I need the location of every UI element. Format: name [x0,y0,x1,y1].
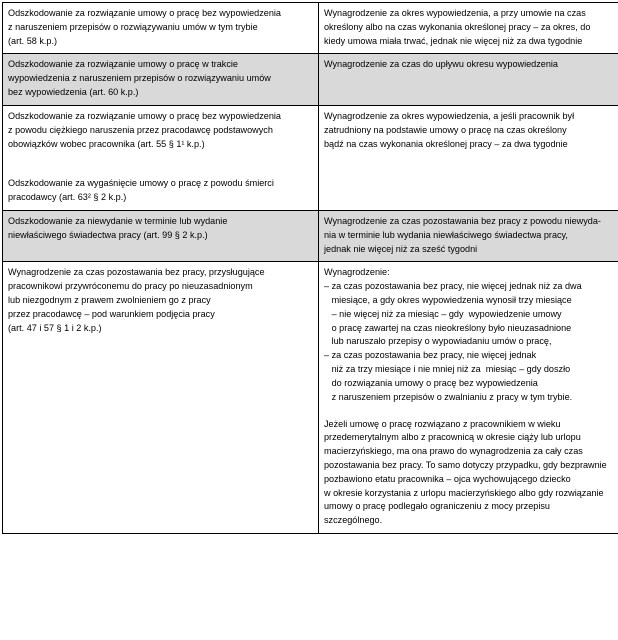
table-cell-right [319,262,618,534]
table-cell-left [3,54,319,105]
table-cell-left [3,105,319,210]
table-cell-left [3,262,319,534]
cell-line: lub niezgodnym z prawem zwolnieniem go z pracy [8,295,211,305]
cell-line: Odszkodowanie za rozwiązanie umowy o pracę bez wypowiedzenia [8,110,281,121]
table-cell-right [319,210,618,261]
cell-line: – nie więcej niż za miesiąc – gdy wypowiedzenie umowy [324,308,562,319]
cell-line: wypowiedzenia z naruszeniem przepisów o rozwiązywaniu umów [8,73,271,84]
cell-spacer [324,405,618,418]
cell-line: lub naruszało przepisy o wypowiadaniu umów o pracę, [324,336,552,347]
cell-line: bez wypowiedzenia (art. 60 k.p.) [8,87,139,98]
cell-line: niż za trzy miesiące i nie mniej niż za miesiąc – gdy doszło [324,364,571,375]
table-body [3,3,618,534]
cell-line: obowiązków wobec pracownika (art. 55 § 1¹ k.p.) [8,138,205,149]
cell-line: jednak nie więcej niż za sześć tygodni [324,243,478,254]
table-row [3,262,618,534]
compensation-table [2,2,618,534]
cell-line: przez pracodawcę – pod warunkiem podjęcia pracy [8,308,215,319]
cell-line: Wynagrodzenie za okres wypowiedzenia, a przy umowie na czas [324,8,586,18]
cell-line: pracodawcy (art. 63² § 2 k.p.) [8,192,127,203]
table-row [3,3,618,54]
cell-line: Odszkodowanie za rozwiązanie umowy o pracę w trakcie [8,59,238,70]
table-cell-right [319,3,618,54]
table-cell-right [319,54,618,105]
cell-line: nia w terminie lub wydania niewłaściwego świadectwa pracy, [324,229,568,240]
cell-line: Wynagrodzenie za okres wypowiedzenia, a jeśli pracownik był [324,110,575,121]
table-row [3,210,618,261]
cell-line: Odszkodowanie za rozwiązanie umowy o pracę bez wypowiedzenia [8,8,281,18]
cell-line: niewłaściwego świadectwa pracy (art. 99 § 2 k.p.) [8,229,208,240]
cell-line: pracownikowi przywróconemu do pracy po nieuzasadnionym [8,281,253,292]
cell-line: przedemerytalnym albo z pracownicą w okresie ciąży lub urlopu [324,432,581,443]
table-row [3,105,618,210]
cell-line: w okresie korzystania z urlopu macierzyńskiego albo gdy rozwiązanie [324,487,604,498]
table-row [3,54,618,105]
cell-line: kiedy umowa miała trwać, jednak nie więcej niż za dwa tygodnie [324,35,583,46]
cell-line: o pracę zawartej na czas nieokreślony było nieuzasadnione [324,322,572,333]
cell-line: bądź na czas wykonania określonej pracy – za dwa tygodnie [324,138,568,149]
cell-line: miesiące, a gdy okres wypowiedzenia wynosił trzy miesiące [324,295,572,305]
cell-spacer [8,164,313,177]
table-cell-left [3,210,319,261]
cell-line: Wynagrodzenie za czas pozostawania bez pracy z powodu niewyda- [324,215,601,226]
cell-line: pozbawiono etatu pracownika – ojca wychowującego dziecko [324,473,571,484]
cell-line: Wynagrodzenie: [324,267,390,278]
table-cell-right [319,105,618,210]
cell-line: Odszkodowanie za niewydanie w terminie lub wydanie [8,215,228,226]
cell-line: pozostawania bez pracy. To samo dotyczy przypadku, gdy bezprawnie [324,459,607,470]
cell-spacer [8,151,313,164]
cell-line: – za czas pozostawania bez pracy, nie więcej jednak [324,350,537,361]
cell-line: – za czas pozostawania bez pracy, nie więcej jednak niż za dwa [324,281,582,292]
cell-line: szczególnego. [324,515,383,526]
cell-line: (art. 58 k.p.) [8,35,58,46]
table-cell-left [3,3,319,54]
cell-line: z powodu ciężkiego naruszenia przez pracodawcę podstawowych [8,124,273,135]
cell-line: macierzyńskiego, ma ona prawo do wynagrodzenia za cały czas [324,446,583,457]
cell-line: Jeżeli umowę o pracę rozwiązano z pracownikiem w wieku [324,418,561,429]
cell-line: Wynagrodzenie za czas do upływu okresu wypowiedzenia [324,59,558,70]
cell-line: do rozwiązania umowy o pracę bez wypowiedzenia [324,377,538,388]
cell-line: umowy o pracę podlegało ograniczeniu z mocy przepisu [324,501,550,512]
cell-line: z naruszeniem przepisów o zwalnianiu z pracy w tym trybie. [324,391,573,402]
cell-line: Wynagrodzenie za czas pozostawania bez pracy, przysługujące [8,267,265,278]
cell-line: z naruszeniem przepisów o rozwiązywaniu umów w tym trybie [8,21,258,32]
cell-line: zatrudniony na podstawie umowy o pracę na czas określony [324,124,567,135]
cell-line: określony albo na czas wykonania określonej pracy – za okres, do [324,21,591,32]
cell-line: (art. 47 i 57 § 1 i 2 k.p.) [8,322,102,333]
cell-line: Odszkodowanie za wygaśnięcie umowy o pracę z powodu śmierci [8,178,274,189]
